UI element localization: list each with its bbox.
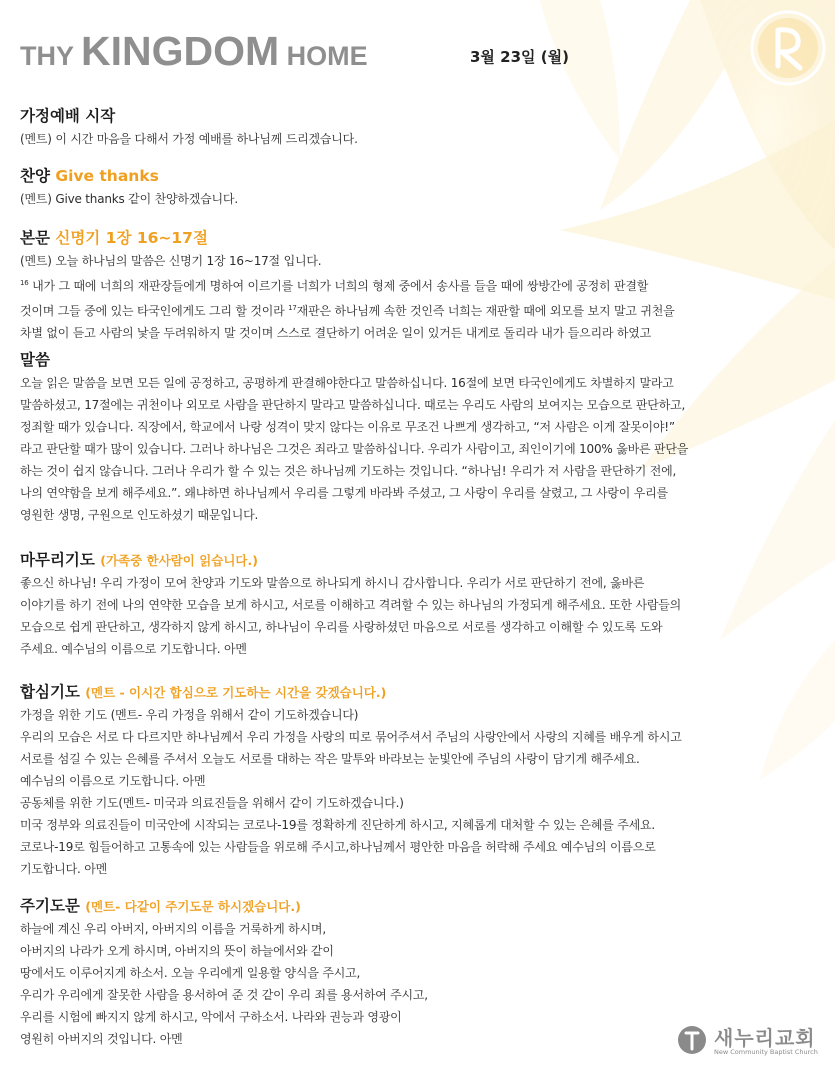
prayer-line: 좋으신 하나님! 우리 가정이 모여 찬양과 기도와 말씀으로 하나되게 하시니 감사합니다. 우리가 서로 판단하기 전에, 옳바른 — [20, 576, 645, 590]
section-note: (멘트 - 이시간 합심으로 기도하는 시간을 갖겠습니다.) — [85, 685, 387, 700]
song-title: Give thanks — [55, 167, 159, 185]
scripture-line: 차별 없이 듣고 사람의 낯을 두려워하지 말 것이며 스스로 결단하기 어려운 일이 있거든 내게로 돌리라 내가 들으리라 하였고 — [20, 326, 652, 340]
section-title: 말씀 — [20, 351, 50, 369]
church-emblem-icon — [676, 1024, 708, 1056]
verse-text: 재판은 하나님께 속한 것인즉 너희는 재판할 때에 외모를 보지 말고 귀천을 — [296, 304, 675, 318]
section-title — [20, 894, 428, 916]
section-praise — [20, 164, 238, 210]
prayer-line: 땅에서도 이루어지게 하소서. 오늘 우리에게 일용할 양식을 주시고, — [20, 966, 361, 980]
prayer-line: 우리의 모습은 서로 다 다르지만 하나님께서 우리 가정을 사랑의 띠로 묶어주셔서 주님의 사랑안에서 사랑의 지혜를 배우게 하시고 — [20, 730, 682, 744]
sermon-line: 오늘 읽은 말씀을 보면 모든 일에 공정하고, 공평하게 판결해야한다고 말씀하십니다. 16절에 보면 타국인에게도 차별하지 말라고 — [20, 376, 674, 390]
brand-title — [20, 28, 368, 75]
section-scripture — [20, 226, 675, 344]
section-body: (멘트) 이 시간 마음을 다해서 가정 예배를 하나님께 드리겠습니다. — [20, 132, 358, 146]
section-note: (멘트- 다같이 주기도문 하시겠습니다.) — [85, 899, 301, 914]
section-title-label: 본문 — [20, 229, 56, 247]
section-title — [20, 164, 238, 186]
sermon-line: 나의 연약함을 보게 해주세요.”. 왜냐하면 하나님께서 우리를 그렇게 바라봐 주셨고, 그 사랑이 우리를 살렸고, 그 사랑이 우리를 — [20, 486, 668, 500]
section-title-label: 주기도문 — [20, 897, 86, 915]
prayer-line: 기도합니다. 아멘 — [20, 862, 107, 876]
thy-kingdom-home-logo — [748, 8, 828, 88]
prayer-line: 영원히 아버지의 것입니다. 아멘 — [20, 1032, 183, 1046]
section-title — [20, 226, 675, 248]
section-title — [20, 548, 681, 570]
section-title-label: 찬양 — [20, 167, 56, 185]
prayer-line: 코로나-19로 힘들어하고 고통속에 있는 사람들을 위로해 주시고,하나님께서 평안한 마음을 허락해 주세요 예수님의 이름으로 — [20, 840, 656, 854]
section-title-label: 합심기도 — [20, 683, 86, 701]
section-title — [20, 680, 682, 702]
section-sermon — [20, 348, 688, 526]
section-body: (멘트) Give thanks 같이 찬양하겠습니다. — [20, 192, 238, 206]
section-joint-prayer — [20, 680, 682, 880]
prayer-line: 이야기를 하기 전에 나의 연약한 모습을 보게 하시고, 서로를 이해하고 격려할 수 있는 하나님의 가정되게 해주세요. 또한 사람들의 — [20, 598, 682, 612]
scripture-line — [20, 297, 675, 322]
brand-word-kingdom: KINGDOM — [81, 28, 280, 74]
brand-word-home: HOME — [279, 41, 368, 71]
church-logo — [676, 1022, 826, 1062]
verse-text: 것이며 그들 중에 있는 타국인에게도 그리 할 것이라 — [20, 304, 289, 318]
scripture-line — [20, 272, 675, 297]
verse-number: 16 — [20, 279, 29, 287]
section-worship-start — [20, 104, 358, 150]
prayer-line: 공동체를 위한 기도(멘트- 미국과 의료진들을 위해서 같이 기도하겠습니다.) — [20, 796, 404, 810]
prayer-line: 우리가 우리에게 잘못한 사람을 용서하여 준 것 같이 우리 죄를 용서하여 주시고, — [20, 988, 428, 1002]
prayer-line: 주세요. 예수님의 이름으로 기도합니다. 아멘 — [20, 642, 247, 656]
brand-word-thy: THY — [20, 41, 82, 71]
prayer-line: 아버지의 나라가 오게 하시며, 아버지의 뜻이 하늘에서와 같이 — [20, 944, 334, 958]
sermon-line: 영원한 생명, 구원으로 인도하셨기 때문입니다. — [20, 508, 259, 522]
section-lords-prayer — [20, 894, 428, 1050]
prayer-line: 우리를 시험에 빠지지 않게 하시고, 악에서 구하소서. 나라와 권능과 영광이 — [20, 1010, 402, 1024]
prayer-line: 미국 정부와 의료진들이 미국안에 시작되는 코로나-19를 정확하게 진단하게 하시고, 지혜롭게 대처할 수 있는 은혜를 주세요. — [20, 818, 656, 832]
section-title: 가정예배 시작 — [20, 107, 116, 125]
church-name: 새누리교회 — [714, 1026, 816, 1050]
verse-text: 내가 그 때에 너희의 재판장들에게 명하여 이르기를 너희가 너희의 형제 중에서 송사를 들을 때에 쌍방간에 공정히 판결할 — [28, 279, 649, 293]
section-title-label: 마무리기도 — [20, 551, 101, 569]
scripture-reference: 신명기 1장 16~17절 — [55, 229, 208, 247]
church-english-name: New Community Baptist Church — [714, 1048, 818, 1056]
prayer-line: 가정을 위한 기도 (멘트- 우리 가정을 위해서 같이 기도하겠습니다) — [20, 708, 359, 722]
section-closing-prayer — [20, 548, 681, 660]
date-label: 3월 23일 (월) — [470, 48, 569, 66]
sermon-line: 말씀하셨고, 17절에는 귀천이나 외모로 사람을 판단하지 말라고 말씀하십니다. 때로는 우리도 사람의 보여지는 모습으로 판단하고, — [20, 398, 686, 412]
sermon-line: 라고 판단할 때가 많이 있습니다. 그러나 하나님은 그것은 죄라고 말씀하십니다. 우리가 사람이고, 죄인이기에 100% 옳바른 판단을 — [20, 442, 689, 456]
section-note: (가족중 한사람이 읽습니다.) — [100, 553, 258, 568]
prayer-line: 하늘에 계신 우리 아버지, 아버지의 이름을 거룩하게 하시며, — [20, 922, 326, 936]
sermon-line: 하는 것이 쉽지 않습니다. 그러나 우리가 할 수 있는 것은 하나님께 기도하는 것입니다. “하나님! 우리가 저 사람을 판단하기 전에, — [20, 464, 677, 478]
scripture-intro: (멘트) 오늘 하나님의 말씀은 신명기 1장 16~17절 입니다. — [20, 254, 322, 268]
prayer-line: 모습으로 쉽게 판단하고, 생각하지 않게 하시고, 하나님이 우리를 사랑하셨던 마음으로 서로를 생각하고 이해할 수 있도록 도와 — [20, 620, 663, 634]
verse-number: 17 — [288, 304, 297, 312]
prayer-line: 서로를 섬길 수 있는 은혜를 주셔서 오늘도 서로를 대하는 작은 말투와 바라보는 눈빛안에 주님의 사랑이 담기게 해주세요. — [20, 752, 640, 766]
prayer-line: 예수님의 이름으로 기도합니다. 아멘 — [20, 774, 206, 788]
sermon-line: 정죄할 때가 있습니다. 직장에서, 학교에서 나랑 성격이 맞지 않다는 이유로 무조건 나쁘게 생각하고, “저 사람은 이게 잘못이야!” — [20, 420, 675, 434]
